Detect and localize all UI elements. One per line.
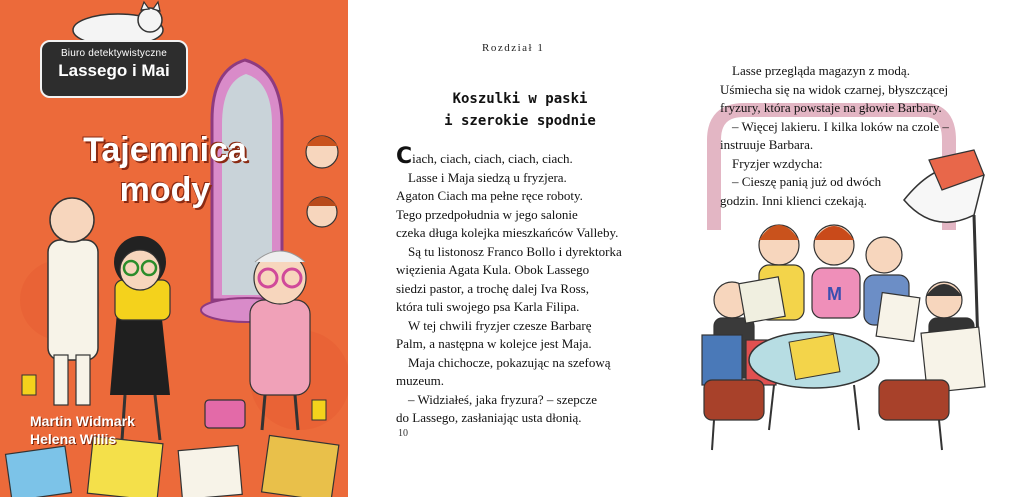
book-title-line1: Tajemnica [83,131,247,169]
paragraph-line: fryzury, która powstaje na głowie Barbary. [720,100,942,115]
paragraph-line: do Lassego, zasłaniając usta dłonią. [396,410,582,425]
paragraph-line: – Cieszę panią już od dwóch [732,174,882,189]
paragraph-line: godzin. Inni klienci czekają. [720,192,867,208]
paragraph-line: – Więcej lakieru. I kilka loków na czole – [732,118,949,134]
right-page [684,0,1024,497]
paragraph-line: więzienia Agata Kula. Obok Lassego [396,262,590,277]
page-number: 10 [398,428,408,439]
paragraph-line: Uśmiecha się na widok czarnej, błyszczącej [720,81,949,97]
paragraph-line: Są tu listonosz Franco Bollo i dyrektorka [408,243,622,259]
paragraph-line: muzeum. [396,373,445,388]
chapter-label: Rozdział 1 [482,42,545,54]
paragraph-line: siedzi pastor, a trochę dalej Iva Ross, [396,280,589,296]
book-title-line2: mody [119,171,211,209]
chapter-body-text [396,144,666,428]
book-title [70,130,260,210]
left-page [360,0,670,497]
right-page-text [720,62,1010,210]
chapter-title-line2: i szerokie spodnie [444,113,596,129]
paragraph-line: Maja chichocze, pokazując na szefową [408,354,611,370]
book-cover [0,0,348,497]
paragraph-line: Tego przedpołudnia w jego salonie [396,206,578,222]
paragraph-line: Lasse i Maja siedzą u fryzjera. [408,169,567,185]
paragraph-line: czeka długa kolejka mieszkańców Valleby. [396,225,619,240]
paragraph-line: Agaton Ciach ma pełne ręce roboty. [396,188,583,203]
paragraph-line: – Widziałeś, jaka fryzura? – szepcze [408,391,598,407]
paragraph-line [396,144,666,169]
chapter-title [420,88,620,132]
paragraph-line: która tuli swojego psa Karla Filipa. [396,299,580,314]
paragraph-line: Palm, a następna w kolejce jest Maja. [396,336,592,351]
chapter-title-line1: Koszulki w paski [452,91,588,107]
series-title-line1: Biuro detektywistyczne [60,48,168,59]
dropcap: C [396,144,413,169]
svg-text:M: M [827,284,842,304]
illustrator-name: Helena Willis [30,431,117,447]
paragraph-line: Lasse przegląda magazyn z modą. [732,63,910,78]
series-title-line2: Lassego i Mai [58,61,170,80]
author-name: Martin Widmark [30,413,135,429]
paragraph-line: instruuje Barbara. [720,137,814,152]
paragraph-line: W tej chwili fryzjer czesze Barbarę [408,317,592,333]
first-line-text: iach, ciach, ciach, ciach, ciach. [412,151,573,166]
series-badge [40,40,188,98]
paragraph-line: Fryzjer wzdycha: [732,155,823,171]
